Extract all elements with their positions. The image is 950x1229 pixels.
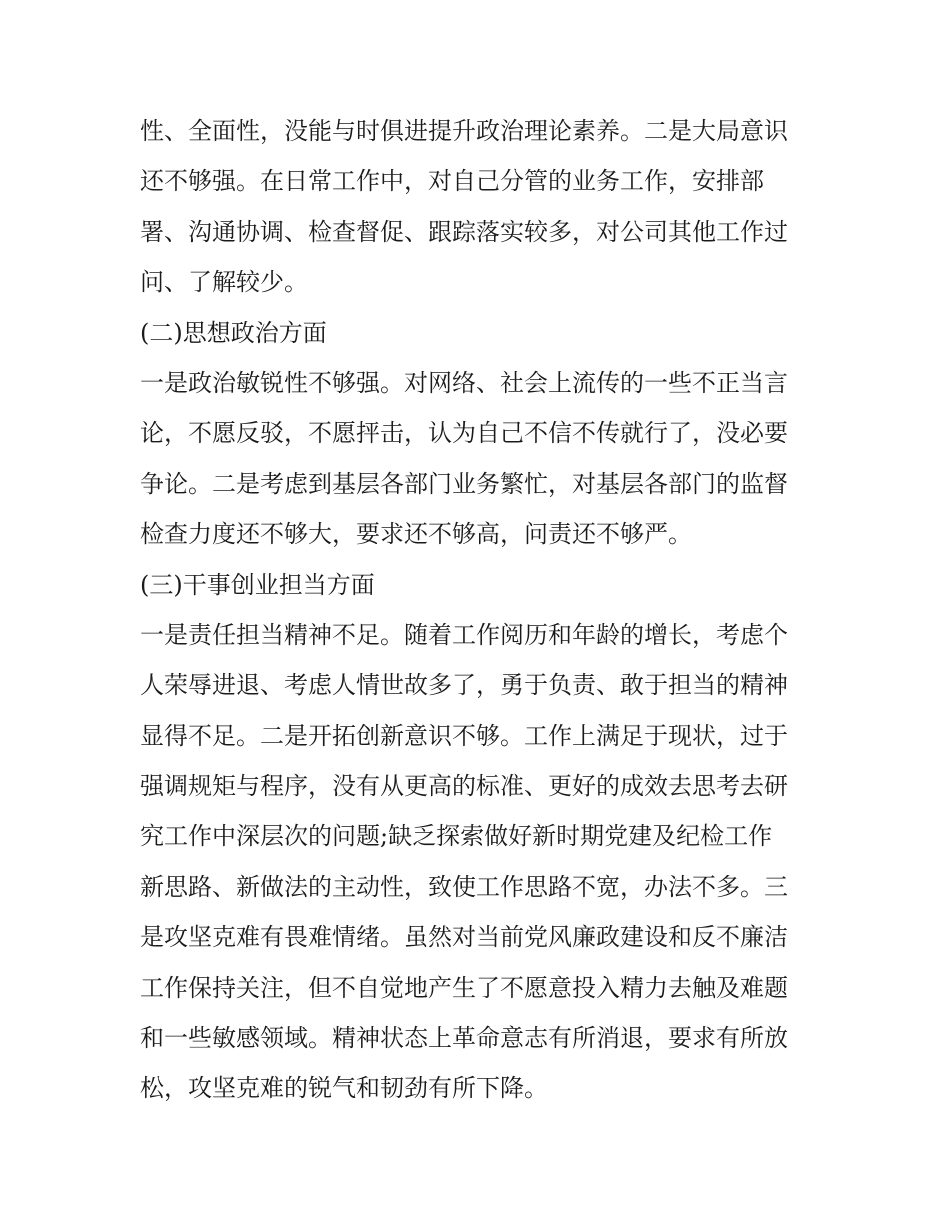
text-line: 和一些敏感领域。精神状态上革命意志有所消退，要求有所放 bbox=[140, 1024, 788, 1053]
text-line: 新思路、新做法的主动性，致使工作思路不宽，办法不多。三 bbox=[140, 872, 788, 901]
text-line: 显得不足。二是开拓创新意识不够。工作上满足于现状，过于 bbox=[140, 721, 788, 750]
text-line: 是攻坚克难有畏难情绪。虽然对当前党风廉政建设和反不廉洁 bbox=[140, 923, 788, 952]
text-line: 人荣辱进退、考虑人情世故多了，勇于负责、敢于担当的精神 bbox=[140, 671, 788, 700]
text-line: 还不够强。在日常工作中，对自己分管的业务工作，安排部 bbox=[140, 167, 764, 196]
text-line: 争论。二是考虑到基层各部门业务繁忙，对基层各部门的监督 bbox=[140, 469, 788, 498]
text-line: 论，不愿反驳，不愿抨击，认为自己不信不传就行了，没必要 bbox=[140, 419, 788, 448]
text-line: 工作保持关注，但不自觉地产生了不愿意投入精力去触及难题 bbox=[140, 973, 788, 1002]
text-line: 署、沟通协调、检查督促、跟踪落实较多，对公司其他工作过 bbox=[140, 217, 788, 246]
document-body bbox=[140, 106, 820, 1114]
text-line: 检查力度还不够大，要求还不够高，问责还不够严。 bbox=[140, 520, 692, 549]
section-heading: (二)思想政治方面 bbox=[140, 318, 327, 347]
text-line: 一是责任担当精神不足。随着工作阅历和年龄的增长，考虑个 bbox=[140, 620, 788, 649]
text-line: 强调规矩与程序，没有从更高的标准、更好的成效去思考去研 bbox=[140, 772, 788, 801]
text-line: 一是政治敏锐性不够强。对网络、社会上流传的一些不正当言 bbox=[140, 368, 788, 397]
section-heading: (三)干事创业担当方面 bbox=[140, 570, 375, 599]
text-line: 性、全面性，没能与时俱进提升政治理论素养。二是大局意识 bbox=[140, 117, 788, 145]
text-line: 松，攻坚克难的锐气和韧劲有所下降。 bbox=[140, 1074, 548, 1103]
text-line: 问、了解较少。 bbox=[140, 268, 308, 297]
text-line: 究工作中深层次的问题;缺乏探索做好新时期党建及纪检工作 bbox=[140, 822, 773, 851]
